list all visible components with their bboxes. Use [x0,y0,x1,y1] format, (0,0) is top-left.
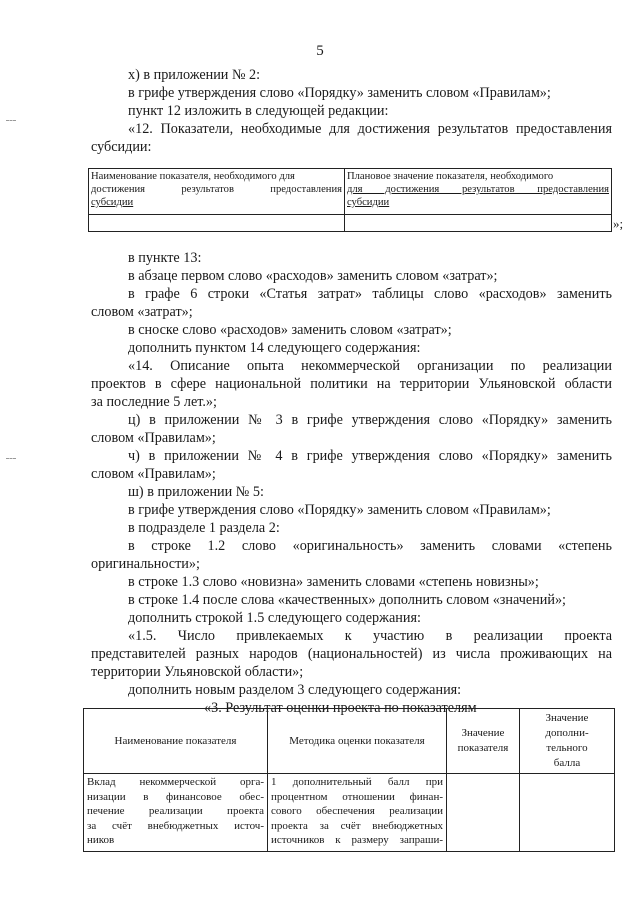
text-line: в строке 1.3 слово «новизна» заменить словами «степень новизны»; [128,574,539,590]
text-line: в графе 6 строки «Статья затрат» таблицы слово «расходов» заменить [128,286,612,302]
text-line: «14. Описание опыта некоммерческой организации по реализации [128,358,612,374]
text-line: ц) в приложении № 3 в грифе утверждения слово «Порядку» заменить [128,412,612,428]
text-line: дополнить строкой 1.5 следующего содержания: [128,610,421,626]
table-header-cell: Наименование показателя [84,709,268,774]
text-line: в подразделе 1 раздела 2: [128,520,280,536]
text-line: в строке 1.2 слово «оригинальность» заменить словами «степень [128,538,612,554]
table-header-cell: Значение дополни- тельного балла [520,709,615,774]
text-line: субсидии: [91,139,152,155]
text-line: ш) в приложении № 5: [128,484,264,500]
table-cell [447,774,520,852]
text-line: ч) в приложении № 4 в грифе утверждения слово «Порядку» заменить [128,448,612,464]
text-line: в грифе утверждения слово «Порядку» заменить словом «Правилам»; [128,85,551,101]
table-header-cell: Методика оценки показателя [268,709,447,774]
table-cell: 1 дополнительный балл при процентном отношении финан- сового обеспечения реализации проекта за счёт внебюджетных источников к размеру запраши- [268,774,447,852]
text-line: представителей разных народов (национальностей) из числа проживающих на [91,646,612,662]
text-line: в пункте 13: [128,250,202,266]
table-header-cell: Значение показателя [447,709,520,774]
text-line: в строке 1.4 после слова «качественных» дополнить словом «значений»; [128,592,566,608]
text-line: дополнить новым разделом 3 следующего содержания: [128,682,462,698]
table-header-cell: Наименование показателя, необходимого для достижения результатов предоставления субсидии [89,169,345,215]
text-line: словом «Правилам»; [91,430,216,446]
table-cell: Вклад некоммерческой орга- низации в финансовое обес- печение реализации проекта за счёт внебюджетных источ- ников [84,774,268,852]
text-line: словом «затрат»; [91,304,193,320]
table-cell [89,215,345,232]
closing-quote-mark: »; [613,216,624,231]
text-line: проектов в сфере национальной политики на территории Ульяновской области [91,376,612,392]
table-cell [520,774,615,852]
table-header-cell: Плановое значение показателя, необходимого для достижения результатов предоставления субсидии [345,169,612,215]
text-line: пункт 12 изложить в следующей редакции: [128,103,389,119]
indicators-table [88,168,612,232]
text-line: за последние 5 лет.»; [91,394,217,410]
scan-edge-mark [6,458,16,459]
text-line: оригинальности»; [91,556,200,572]
text-line: в грифе утверждения слово «Порядку» заменить словом «Правилам»; [128,502,551,518]
text-line: «12. Показатели, необходимые для достижения результатов предоставления [128,121,612,137]
text-line: «1.5. Число привлекаемых к участию в реализации проекта [128,628,612,644]
section-heading: «3. Результат оценки проекта по показателям [204,700,477,716]
text-line: словом «Правилам»; [91,466,216,482]
page-number: 5 [316,43,324,59]
text-line: х) в приложении № 2: [128,67,261,83]
assessment-table [83,708,615,852]
scan-edge-mark [6,120,16,121]
text-line: территории Ульяновской области»; [91,664,304,680]
text-line: в сноске слово «расходов» заменить словом «затрат»; [128,322,452,338]
text-line: в абзаце первом слово «расходов» заменить словом «затрат»; [128,268,498,284]
table-cell [345,215,612,232]
text-line: дополнить пунктом 14 следующего содержания: [128,340,421,356]
